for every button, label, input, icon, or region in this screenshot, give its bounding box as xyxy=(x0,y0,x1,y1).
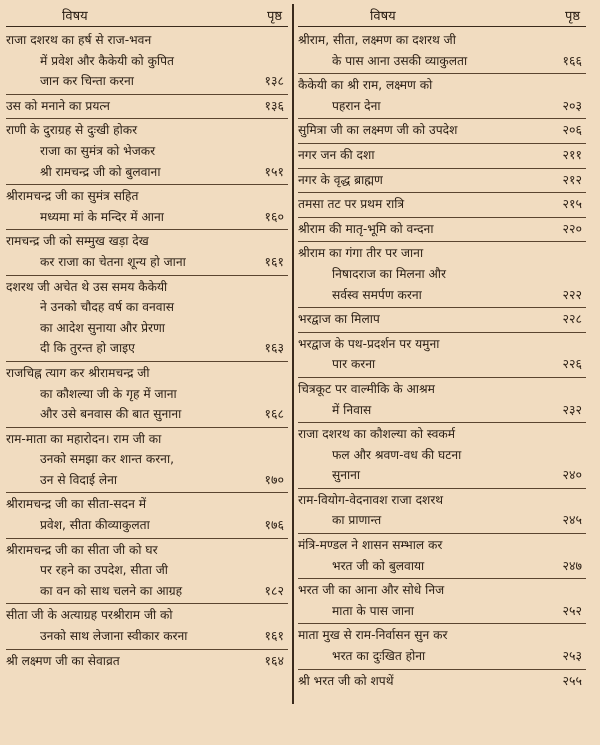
entry-title-text: भरत जी का आना और सोधे निज xyxy=(298,583,445,598)
toc-entry-line xyxy=(298,580,586,601)
toc-entry xyxy=(6,230,288,275)
column-divider xyxy=(292,4,294,704)
entry-title-text: पर रहने का उपदेश, सीता जी xyxy=(40,563,168,578)
toc-entry-line xyxy=(6,186,288,207)
toc-entry-line xyxy=(6,277,288,298)
toc-entry-line xyxy=(298,510,586,531)
entry-title-text: जान कर चिन्ता करना xyxy=(40,74,134,89)
entry-title-text: श्री रामचन्द्र जी को बुलवाना xyxy=(40,164,161,179)
toc-entry-line xyxy=(298,30,586,51)
entry-title-text: उनको साथ लेजाना स्वीकार करना xyxy=(40,629,188,644)
entry-page-number: १६३ xyxy=(264,340,284,356)
entry-page-number: १७० xyxy=(264,471,284,487)
toc-entry xyxy=(6,276,288,362)
entry-title-text: राजा का सुमंत्र को भेजकर xyxy=(40,143,156,158)
entry-page-number: २२८ xyxy=(562,311,582,327)
entry-title-text: श्रीराम का गंगा तीर पर जाना xyxy=(298,246,424,261)
toc-entry-line xyxy=(6,626,288,647)
entry-title-text: का वन को साथ चलने का आग्रह xyxy=(40,583,183,598)
toc-entry-line xyxy=(298,465,586,486)
toc-entry-line xyxy=(298,219,586,240)
entry-page-number: १६८ xyxy=(264,406,284,422)
toc-entry-line xyxy=(298,264,586,285)
toc-entry xyxy=(298,308,586,333)
toc-entry-line xyxy=(298,400,586,421)
toc-entry-line xyxy=(6,338,288,359)
entry-title-text: राजा दशरथ का कौशल्या को स्वकर्म xyxy=(298,427,456,442)
entry-page-number: २१५ xyxy=(562,196,582,212)
toc-entry xyxy=(298,489,586,534)
toc-entry xyxy=(298,333,586,378)
entry-title-text: मध्यमा मां के मन्दिर में आना xyxy=(40,209,164,224)
toc-entry xyxy=(298,169,586,194)
toc-entry xyxy=(298,670,586,694)
entry-title-text: उनको समझा कर शान्त करना, xyxy=(40,452,174,467)
toc-entry xyxy=(6,95,288,120)
toc-entry xyxy=(298,29,586,74)
toc-entry-line xyxy=(6,231,288,252)
entry-title-text: का कौशल्या जी के गृह में जाना xyxy=(40,386,177,401)
entry-page-number: २०६ xyxy=(562,122,582,138)
toc-entry xyxy=(298,423,586,489)
column-header xyxy=(6,4,288,27)
toc-entry xyxy=(298,218,586,243)
toc-entry-line xyxy=(6,96,288,117)
toc-entry xyxy=(298,378,586,423)
entry-page-number: २११ xyxy=(562,146,582,162)
entry-title-text: राजचिह्न त्याग कर श्रीरामचन्द्र जी xyxy=(6,365,150,380)
entry-title-text: राम-वियोग-वेदनावश राजा दशरथ xyxy=(298,492,444,507)
entry-title-text: श्री लक्ष्मण जी का सेवाव्रत xyxy=(6,653,120,668)
entry-title-text: माता के पास जाना xyxy=(332,603,414,618)
toc-entry-line xyxy=(298,51,586,72)
toc-entry-line xyxy=(6,605,288,626)
entry-page-number: २१२ xyxy=(562,171,582,187)
entry-title-text: रामचन्द्र जी को सम्मुख खड़ा देख xyxy=(6,234,149,249)
toc-entry-line xyxy=(6,449,288,470)
toc-entry-line xyxy=(6,318,288,339)
toc-entry-line xyxy=(6,71,288,92)
entry-title-text: और उसे बनवास की बात सुनाना xyxy=(40,407,182,422)
entry-title-text: श्रीरामचन्द्र जी का सीता-सदन में xyxy=(6,497,147,512)
entry-page-number: १३६ xyxy=(264,97,284,113)
entry-title-text: श्रीराम, सीता, लक्ष्मण का दशरथ जी xyxy=(298,33,456,47)
entry-title-text: राणी के दुराग्रह से दुःखी होकर xyxy=(6,123,138,138)
toc-entry-line xyxy=(298,194,586,215)
entry-page-number: २५२ xyxy=(562,602,582,618)
entry-title-text: उन से विदाई लेना xyxy=(40,472,118,487)
subject-heading: विषय xyxy=(62,9,88,24)
entry-page-number: १६४ xyxy=(264,652,284,668)
toc-entry-line xyxy=(298,601,586,622)
toc-entry-line xyxy=(6,560,288,581)
entry-title-text: में प्रवेश और कैकेयी को कुपित xyxy=(40,53,174,68)
toc-entry-line xyxy=(298,354,586,375)
toc-entry xyxy=(6,493,288,538)
entry-page-number: २०३ xyxy=(562,97,582,113)
entry-page-number: १५१ xyxy=(264,163,284,179)
toc-entry xyxy=(6,362,288,428)
toc-entry-line xyxy=(6,581,288,602)
entry-page-number: १६१ xyxy=(264,253,284,269)
toc-entry-line xyxy=(298,285,586,306)
toc-entry-line xyxy=(6,120,288,141)
entry-title-text: राम-माता का महारोदन। राम जी का xyxy=(6,431,162,446)
entry-title-text: सुमित्रा जी का लक्ष्मण जी को उपदेश xyxy=(298,123,458,138)
entry-title-text: का प्राणान्त xyxy=(332,513,382,528)
toc-entry-line xyxy=(298,75,586,96)
toc-entry-line xyxy=(6,470,288,491)
toc-entry-line xyxy=(298,445,586,466)
entry-title-text: सीता जी के अत्याग्रह परश्रीराम जी को xyxy=(6,608,173,623)
entry-page-number: २२६ xyxy=(562,356,582,372)
entry-page-number: २२२ xyxy=(562,286,582,302)
entry-title-text: निषादराज का मिलना और xyxy=(332,266,446,281)
toc-entries-right xyxy=(298,29,586,693)
toc-entry-line xyxy=(6,162,288,183)
toc-entry xyxy=(298,534,586,579)
toc-entry-line xyxy=(6,494,288,515)
toc-entry-line xyxy=(298,535,586,556)
toc-entry-line xyxy=(298,490,586,511)
entry-title-text: माता मुख से राम-निर्वासन सुन कर xyxy=(298,628,448,643)
toc-entry-line xyxy=(6,429,288,450)
entry-title-text: कैकेयी का श्री राम, लक्ष्मण को xyxy=(298,78,433,93)
entry-title-text: श्रीरामचन्द्र जी का सीता जी को घर xyxy=(6,542,158,557)
entry-page-number: २५३ xyxy=(562,648,582,664)
entry-title-text: दी कि तुरन्त हो जाइए xyxy=(40,341,135,356)
entry-title-text: भरद्वाज का मिलाप xyxy=(298,312,380,327)
toc-entry-line xyxy=(6,252,288,273)
entry-title-text: उस को मनाने का प्रयत्न xyxy=(6,98,110,113)
entry-title-text: के पास आना उसकी व्याकुलता xyxy=(332,53,468,68)
entry-title-text: प्रवेश, सीता कीव्याकुलता xyxy=(40,518,150,533)
toc-entry xyxy=(298,624,586,669)
entry-title-text: में निवास xyxy=(332,402,372,417)
entry-title-text: श्रीरामचन्द्र जी का सुमंत्र सहित xyxy=(6,189,139,204)
entry-page-number: २४७ xyxy=(562,557,582,573)
toc-entry-line xyxy=(298,145,586,166)
entry-title-text: चित्रकूट पर वाल्मीकि के आश्रम xyxy=(298,381,435,396)
toc-entry xyxy=(6,428,288,494)
toc-entry-line xyxy=(298,424,586,445)
entry-title-text: श्रीराम की मातृ-भूमि को वन्दना xyxy=(298,221,434,236)
entry-title-text: राजा दशरथ का हर्ष से राज-भवन xyxy=(6,33,152,47)
toc-entry-line xyxy=(6,540,288,561)
entry-title-text: नगर जन की दशा xyxy=(298,147,375,162)
entry-title-text: कर राजा का चेतना शून्य हो जाना xyxy=(40,254,186,269)
entry-page-number: १७६ xyxy=(264,517,284,533)
entry-title-text: नगर के वृद्ध ब्राह्मण xyxy=(298,172,383,187)
toc-entries-left xyxy=(6,29,288,673)
page-heading: पृष्ठ xyxy=(266,9,282,24)
toc-entry-line xyxy=(298,309,586,330)
subject-heading: विषय xyxy=(370,9,396,24)
toc-entry xyxy=(298,74,586,119)
toc-entry xyxy=(6,539,288,605)
entry-title-text: पार करना xyxy=(332,357,376,372)
toc-entry xyxy=(298,119,586,144)
toc-entry-line xyxy=(6,141,288,162)
toc-entry xyxy=(298,579,586,624)
page-heading: पृष्ठ xyxy=(564,9,580,24)
toc-entry-line xyxy=(298,625,586,646)
toc-entry-line xyxy=(6,384,288,405)
toc-entry-line xyxy=(6,207,288,228)
toc-entry-line xyxy=(298,170,586,191)
toc-entry xyxy=(298,193,586,218)
toc-entry-line xyxy=(6,515,288,536)
toc-entry-line xyxy=(6,404,288,425)
entry-title-text: दशरथ जी अचेत थे उस समय कैकेयी xyxy=(6,279,168,294)
toc-entry-line xyxy=(298,96,586,117)
entry-page-number: २२० xyxy=(562,220,582,236)
entry-title-text: श्री भरत जी को शपथें xyxy=(298,673,394,688)
toc-entry xyxy=(6,185,288,230)
entry-page-number: १८२ xyxy=(264,582,284,598)
toc-entry-line xyxy=(6,651,288,672)
entry-page-number: १६६ xyxy=(562,52,582,68)
toc-entry-line xyxy=(6,363,288,384)
toc-entry xyxy=(298,242,586,308)
toc-entry-line xyxy=(298,120,586,141)
entry-title-text: सर्वस्व समर्पण करना xyxy=(332,287,422,302)
entry-title-text: मंत्रि-मण्डल ने शासन सम्भाल कर xyxy=(298,538,443,553)
toc-entry-line xyxy=(6,297,288,318)
right-column xyxy=(298,4,586,693)
toc-entry-line xyxy=(298,556,586,577)
toc-entry-line xyxy=(298,671,586,692)
entry-title-text: फल और श्रवण-वध की घटना xyxy=(332,447,462,462)
toc-entry-line xyxy=(298,243,586,264)
entry-page-number: २३२ xyxy=(562,401,582,417)
entry-page-number: २५५ xyxy=(562,672,582,688)
entry-title-text: का आदेश सुनाया और प्रेरणा xyxy=(40,320,165,335)
entry-title-text: भरत का दुःखित होना xyxy=(332,649,426,664)
toc-entry-line xyxy=(6,30,288,51)
entry-title-text: ने उनको चौदह वर्ष का वनवास xyxy=(40,300,174,315)
toc-entry xyxy=(6,119,288,185)
entry-title-text: भरद्वाज के पथ-प्रदर्शन पर यमुना xyxy=(298,336,440,351)
column-header xyxy=(298,4,586,27)
toc-entry-line xyxy=(298,334,586,355)
toc-entry xyxy=(6,29,288,95)
toc-entry xyxy=(6,604,288,649)
entry-page-number: १३८ xyxy=(264,73,284,89)
toc-entry-line xyxy=(298,379,586,400)
toc-entry-line xyxy=(6,51,288,72)
entry-page-number: १६१ xyxy=(264,628,284,644)
entry-page-number: २४० xyxy=(562,467,582,483)
toc-entry xyxy=(298,144,586,169)
entry-page-number: २४५ xyxy=(562,512,582,528)
entry-title-text: सुनाना xyxy=(332,468,361,483)
entry-title-text: तमसा तट पर प्रथम रात्रि xyxy=(298,197,405,212)
left-column xyxy=(6,4,288,673)
toc-entry xyxy=(6,650,288,674)
entry-title-text: भरत जी को बुलवाया xyxy=(332,558,425,573)
entry-page-number: १६० xyxy=(264,208,284,224)
toc-entry-line xyxy=(298,646,586,667)
entry-title-text: पहरान देना xyxy=(332,98,381,113)
